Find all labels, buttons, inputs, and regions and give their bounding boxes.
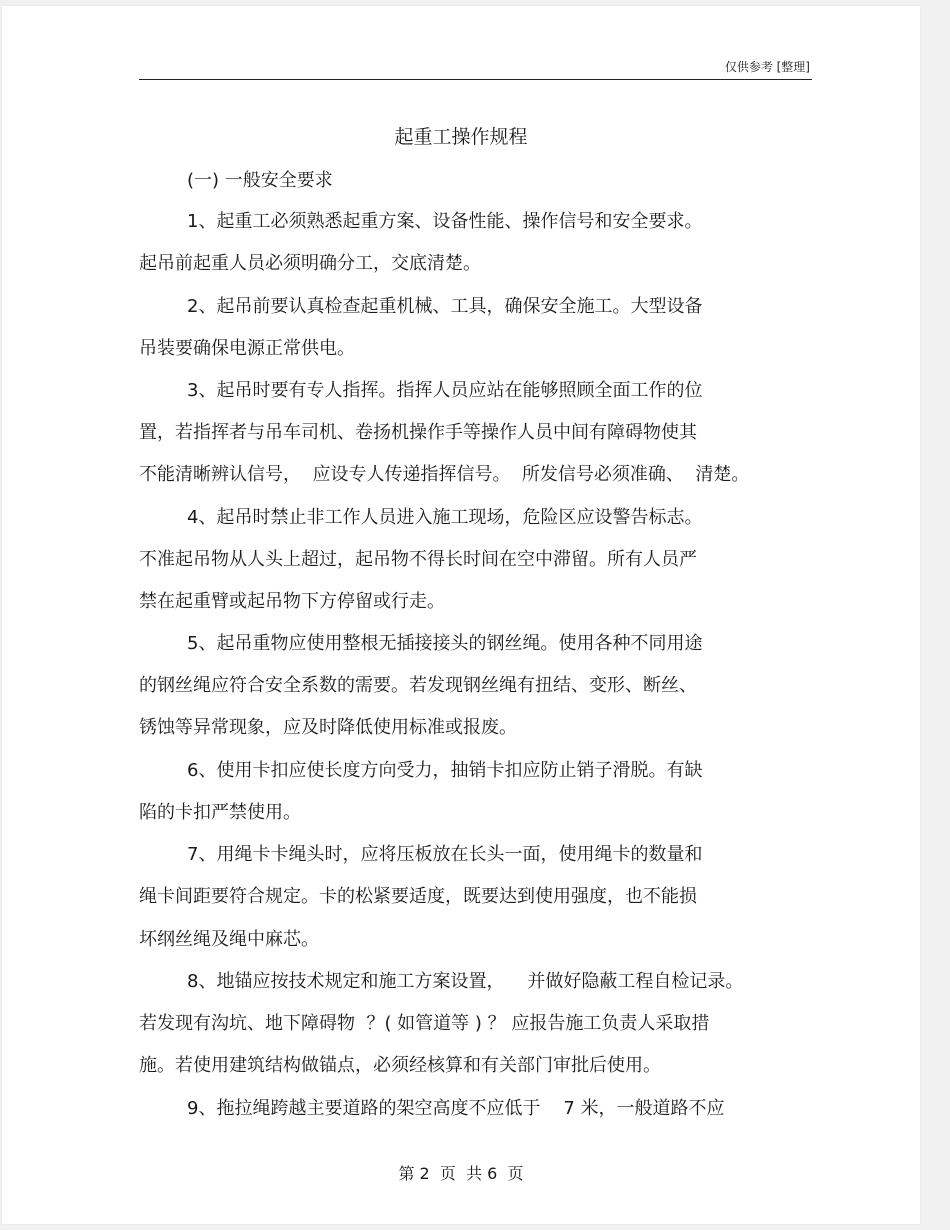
body-line: 吊装要确保电源正常供电。 xyxy=(139,338,355,359)
body-line: 绳卡间距要符合规定。卡的松紧要适度，既要达到使用强度，也不能损 xyxy=(139,886,697,907)
body-line: 若发现有沟坑、地下障碍物 ？( 如管道等 ) ？ 应报告施工负责人采取措 xyxy=(139,1013,710,1034)
section-heading: (一) 一般安全要求 xyxy=(187,170,333,191)
page-title: 起重工操作规程 xyxy=(394,126,528,148)
body-line: 5、起吊重物应使用整根无插接接头的钢丝绳。使用各种不同用途 xyxy=(187,633,703,654)
body-line: 3、起吊时要有专人指挥。指挥人员应站在能够照顾全面工作的位 xyxy=(187,380,703,401)
body-line: 9、拖拉绳跨越主要道路的架空高度不应低于 7 米，一般道路不应 xyxy=(187,1098,725,1119)
body-line: 不准起吊物从人头上超过，起吊物不得长时间在空中滞留。所有人员严 xyxy=(139,549,697,570)
body-line: 坏纲丝绳及绳中麻芯。 xyxy=(139,929,319,950)
page-number-footer: 第 2 页 共 6 页 xyxy=(398,1164,524,1183)
body-line: 2、起吊前要认真检查起重机械、工具，确保安全施工。大型设备 xyxy=(187,296,703,317)
body-line: 不能清晰辨认信号， 应设专人传递指挥信号。 所发信号必须准确、 清楚。 xyxy=(139,464,750,485)
body-line: 的钢丝绳应符合安全系数的需要。若发现钢丝绳有扭结、变形、断丝、 xyxy=(139,675,697,696)
body-line: 8、地锚应按技术规定和施工方案设置， 并做好隐蔽工程自检记录。 xyxy=(187,971,744,992)
header-label: 仅供参考 [整理] xyxy=(724,60,810,74)
body-line: 陷的卡扣严禁使用。 xyxy=(139,802,301,823)
body-line: 7、用绳卡卡绳头时，应将压板放在长头一面，使用绳卡的数量和 xyxy=(187,844,703,865)
body-line: 起吊前起重人员必须明确分工，交底清楚。 xyxy=(139,253,481,274)
body-line: 6、使用卡扣应使长度方向受力，抽销卡扣应防止销子滑脱。有缺 xyxy=(187,760,703,781)
body-line: 锈蚀等异常现象，应及时降低使用标准或报废。 xyxy=(139,717,517,738)
body-line: 置，若指挥者与吊车司机、卷扬机操作手等操作人员中间有障碍物使其 xyxy=(139,422,697,443)
body-line: 禁在起重臂或起吊物下方停留或行走。 xyxy=(139,591,445,612)
header-divider xyxy=(139,79,812,80)
body-line: 施。若使用建筑结构做锚点，必须经核算和有关部门审批后使用。 xyxy=(139,1055,661,1076)
body-line: 4、起吊时禁止非工作人员进入施工现场，危险区应设警告标志。 xyxy=(187,507,703,528)
body-line: 1、起重工必须熟悉起重方案、设备性能、操作信号和安全要求。 xyxy=(187,211,703,232)
document-page xyxy=(2,6,920,1224)
